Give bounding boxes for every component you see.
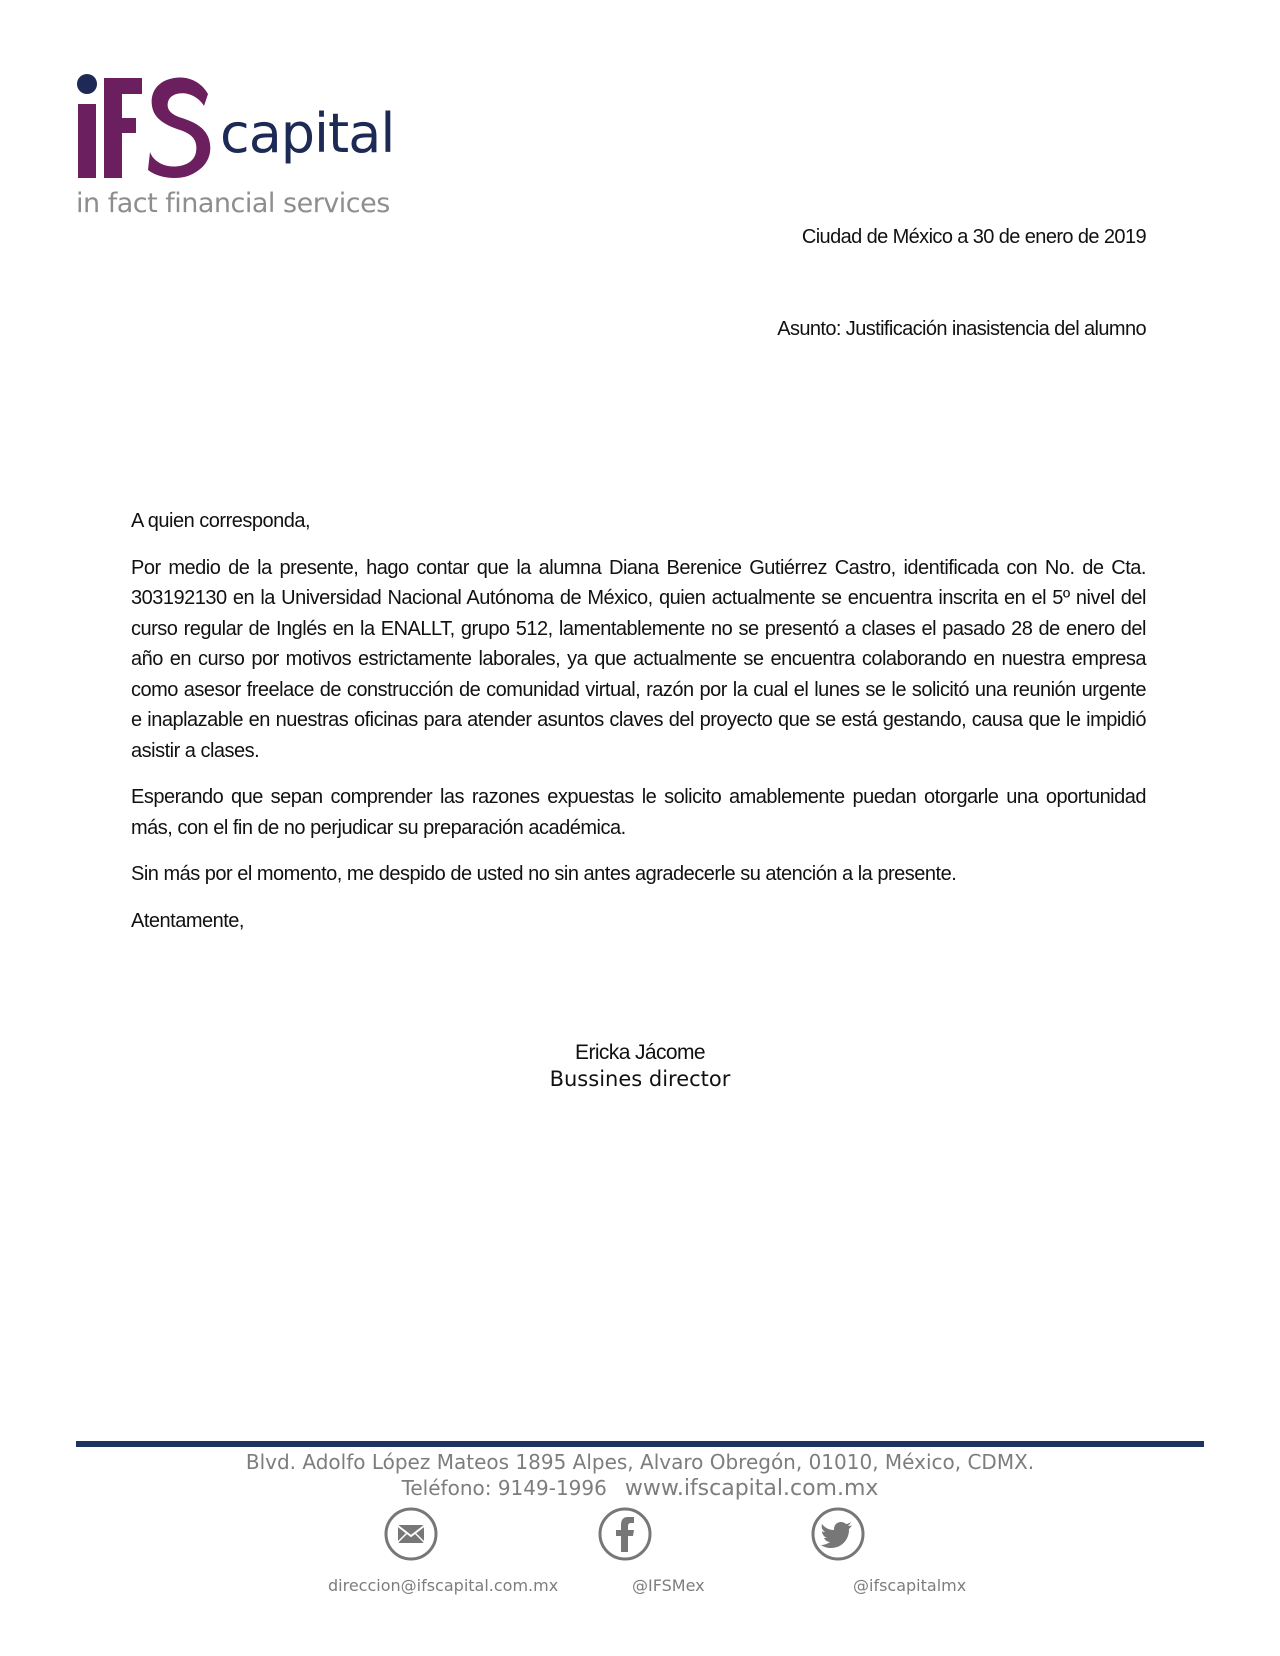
- footer-address: Blvd. Adolfo López Mateos 1895 Alpes, Alvaro Obregón, 01010, México, CDMX.: [245, 1450, 1035, 1474]
- signer-title: Bussines director: [549, 1067, 731, 1091]
- footer-website[interactable]: www.ifscapital.com.mx: [624, 1476, 879, 1501]
- signature-block: [0, 1041, 1280, 1091]
- signer-name: Ericka Jácome: [575, 1041, 705, 1064]
- email-icon[interactable]: [383, 1506, 439, 1562]
- footer-divider: [76, 1441, 1204, 1447]
- facebook-icon[interactable]: [597, 1506, 653, 1562]
- footer-contact-line: [0, 1476, 1280, 1501]
- letter-paragraph-3: Sin más por el momento, me despido de usted no sin antes agradecerle su atención a la presente.: [131, 863, 957, 885]
- twitter-icon[interactable]: [810, 1506, 866, 1562]
- letter-closing: Atentamente,: [131, 909, 244, 932]
- company-logo: [76, 72, 396, 232]
- logo-tagline: in fact financial services: [76, 188, 390, 219]
- letter-greeting: A quien corresponda,: [131, 510, 311, 532]
- footer-phone: Teléfono: 9149-1996: [401, 1476, 607, 1500]
- letter-body: [131, 506, 1146, 952]
- email-label[interactable]: direccion@ifscapital.com.mx: [328, 1576, 559, 1595]
- twitter-label[interactable]: @ifscapitalmx: [853, 1576, 967, 1595]
- letter-subject: Asunto: Justificación inasistencia del alumno: [777, 318, 1146, 340]
- logo-word-capital: capital: [220, 102, 395, 165]
- ifs-logo-mark: [76, 72, 216, 182]
- letter-paragraph-2: Esperando que sepan comprender las razones expuestas le solicito amablemente puedan otorgarle una oportunidad más, con el fin de no perjudicar su preparación académica.: [131, 786, 1146, 839]
- letter-date: Ciudad de México a 30 de enero de 2019: [801, 226, 1146, 248]
- letter-paragraph-1: Por medio de la presente, hago contar que la alumna Diana Berenice Gutiérrez Castro, identificada con No. de Cta. 303192130 en la Universidad Nacional Autónoma de México, quien actualmente se encuentra inscrita en el 5º nivel del curso regular de Inglés en la ENALLT, grupo 512, lamentablemente no se presentó a clases el pasado 28 de enero del año en curso por motivos estrictamente laborales, ya que actualmente se encuentra colaborando en nuestra empresa como asesor freelace de construcción de comunidad virtual, razón por la cual el lunes se le solicitó una reunión urgente e inaplazable en nuestras oficinas para atender asuntos claves del proyecto que se está gestando, causa que le impidió asistir a clases.: [131, 556, 1146, 762]
- facebook-label[interactable]: @IFSMex: [632, 1576, 705, 1595]
